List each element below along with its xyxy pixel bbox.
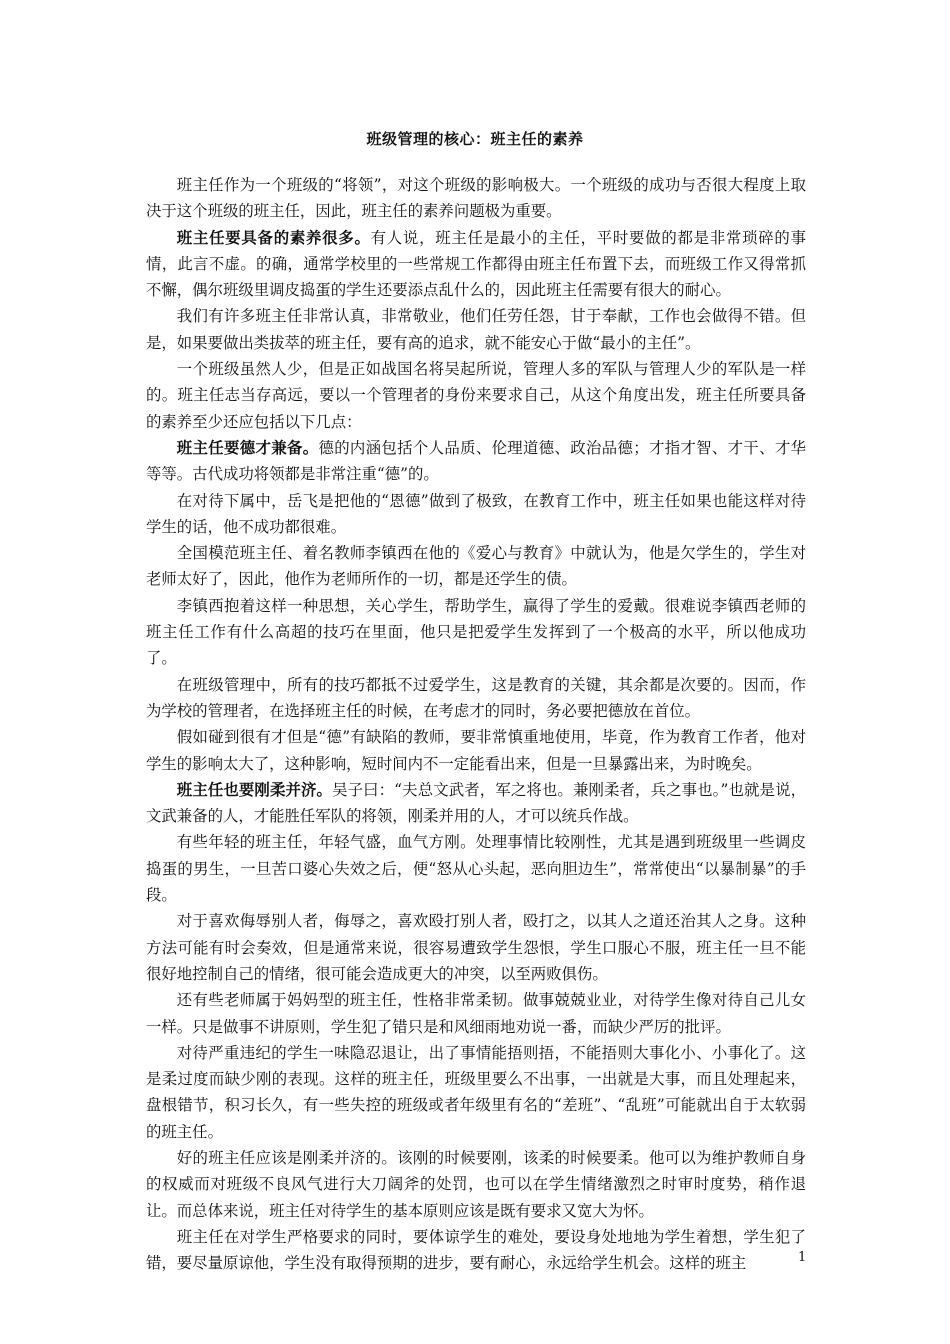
- paragraph-lead: 班主任要德才兼备。: [176, 438, 319, 457]
- paragraph: [146, 724, 806, 777]
- paragraph-text: 班主任作为一个班级的“将领”，对这个班级的影响极大。一个班级的成功与否很大程度上取决于这个班级的班主任，因此，班主任的素养问题极为重要。: [146, 176, 806, 221]
- paragraph-text: 对于喜欢侮辱别人者，侮辱之，喜欢殴打别人者，殴打之，以其人之道还治其人之身。这种方法可能有时会奏效，但是通常来说，很容易遭致学生怨恨，学生口服心不服，班主任一旦不能很好地控制自己的情绪，很可能会造成更大的冲突，以至两败俱伤。: [146, 912, 806, 983]
- paragraph: [146, 1040, 806, 1145]
- paragraph: [146, 777, 806, 830]
- paragraph-text: 有些年轻的班主任，年轻气盛，血气方刚。处理事情比较刚性，尤其是遇到班级里一些调皮捣蛋的男生，一旦苦口婆心失效之后，便“怒从心头起，恶向胆边生”，常常使出“以暴制暴”的手段。: [146, 833, 806, 905]
- paragraph-text: 在班级管理中，所有的技巧都抵不过爱学生，这是教育的关键，其余都是次要的。因而，作为学校的管理者，在选择班主任的时候，在考虑才的同时，务必要把德放在首位。: [146, 675, 806, 720]
- paragraph-text: 李镇西抱着这样一种思想，关心学生，帮助学生，赢得了学生的爱戴。很难说李镇西老师的班主任工作有什么高超的技巧在里面，他只是把爱学生发挥到了一个极高的水平，所以他成功了。: [146, 596, 806, 668]
- paragraph: [146, 987, 806, 1040]
- document-body: [146, 172, 806, 1276]
- paragraph: [146, 1145, 806, 1224]
- paragraph-text: 全国模范班主任、着名教师李镇西在他的《爱心与教育》中就认为，他是欠学生的，学生对老师太好了，因此，他作为老师所作的一切，都是还学生的债。: [146, 544, 806, 589]
- paragraph: [146, 225, 806, 304]
- paragraph-text: 我们有许多班主任非常认真，非常敬业，他们任劳任怨，甘于奉献，工作也会做得不错。但是，如果要做出类拔萃的班主任，要有高的追求，就不能安心于做“最小的主任”。: [146, 307, 806, 352]
- paragraph-text: 好的班主任应该是刚柔并济的。该刚的时候要刚，该柔的时候要柔。他可以为维护教师自身的权威而对班级不良风气进行大刀阔斧的处罚，也可以在学生情绪激烈之时审时度势，稍作退让。而总体来说，班主任对待学生的基本原则应该是既有要求又宽大为怀。: [146, 1148, 806, 1220]
- paragraph: [146, 829, 806, 908]
- paragraph: [146, 356, 806, 435]
- paragraph-text: 一个班级虽然人少，但是正如战国名将吴起所说，管理人多的军队与管理人少的军队是一样的。班主任志当存高远，要以一个管理者的身份来要求自己，从这个角度出发，班主任所要具备的素养至少还应包括以下几点：: [146, 360, 806, 431]
- paragraph: [146, 593, 806, 672]
- paragraph: [146, 435, 806, 488]
- paragraph-text: 在对待下属中，岳飞是把他的“恩德”做到了极致，在教育工作中，班主任如果也能这样对待学生的话，他不成功都很难。: [146, 491, 806, 536]
- paragraph-text: 假如碰到很有才但是“德”有缺陷的教师，要非常慎重地使用，毕竟，作为教育工作者，他对学生的影响太大了，这种影响，短时间内不一定能看出来，但是一旦暴露出来，为时晚矣。: [146, 728, 806, 773]
- paragraph-text: 有人说，班主任是最小的主任，平时要做的都是非常琐碎的事情，此言不虚。的确，通常学校里的一些常规工作都得由班主任布置下去，而班级工作又得常抓不懈，偶尔班级里调皮捣蛋的学生还要添点乱什么的，因此班主任需要有很大的耐心。: [146, 228, 806, 300]
- paragraph: [146, 540, 806, 593]
- paragraph: [146, 488, 806, 541]
- paragraph: [146, 672, 806, 725]
- paragraph-lead: 班主任也要刚柔并济。: [176, 780, 333, 799]
- paragraph-text: 吴子曰：“夫总文武者，军之将也。兼刚柔者，兵之事也。”也就是说，文武兼备的人，才能胜任军队的将领，刚柔并用的人，才可以统兵作战。: [146, 780, 806, 826]
- paragraph: [146, 908, 806, 987]
- paragraph: [146, 1224, 806, 1277]
- paragraph-text: 还有些老师属于妈妈型的班主任，性格非常柔韧。做事兢兢业业，对待学生像对待自己儿女一样。只是做事不讲原则，学生犯了错只是和风细雨地劝说一番，而缺少严厉的批评。: [146, 991, 806, 1036]
- page-number: 1: [798, 1250, 807, 1265]
- paragraph: [146, 172, 806, 225]
- paragraph-text: 班主任在对学生严格要求的同时，要体谅学生的难处，要设身处地地为学生着想，学生犯了错，要尽量原谅他，学生没有取得预期的进步，要有耐心，永远给学生机会。这样的班主: [146, 1227, 806, 1273]
- document-title: 班级管理的核心：班主任的素养: [366, 130, 584, 148]
- paragraph: [146, 303, 806, 356]
- paragraph-lead: 班主任要具备的素养很多。: [176, 228, 371, 247]
- paragraph-text: 德的内涵包括个人品质、伦理道德、政治品德；才指才智、才干、才华等等。古代成功将领都是非常注重“德”的。: [146, 438, 806, 484]
- paragraph-text: 对待严重违纪的学生一味隐忍退让，出了事情能捂则捂，不能捂则大事化小、小事化了。这是柔过度而缺少刚的表现。这样的班主任，班级里要么不出事，一出就是大事，而且处理起来，盘根错节，积习长久，有一些失控的班级或者年级里有名的“差班”、“乱班”可能就出自于太软弱的班主任。: [146, 1043, 806, 1141]
